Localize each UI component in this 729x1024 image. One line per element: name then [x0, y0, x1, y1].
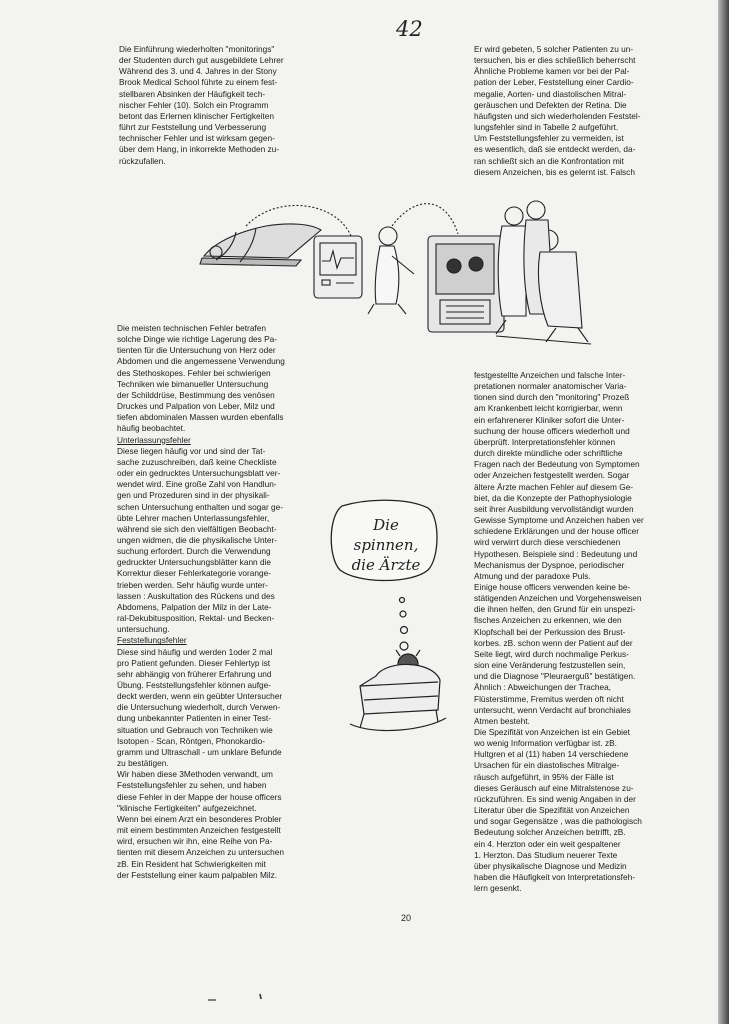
footer-page-number: 20: [401, 913, 412, 923]
text-line: pation der Leber, Feststellung einer Cardio-: [474, 77, 634, 88]
text-line: es wesentlich, daß sie entdeckt werden, da-: [474, 144, 636, 155]
text-line: ein 4. Herzton oder ein weit gespaltener: [474, 838, 621, 849]
text-line: über physikalische Diagnose und Medizin: [474, 860, 627, 871]
text-line: Während des 3. und 4. Jahres in der Stony: [119, 66, 277, 77]
text-line: untersucht, wenn Verdacht auf bronchiales: [474, 704, 631, 715]
text-line: nischer Fehler (10). Solch ein Programm: [119, 99, 269, 110]
text-line: übte Lehrer machen Unterlassungsfehler,: [117, 512, 270, 523]
text-line: tienten mit diesem Anzeichen zu untersuchen: [117, 847, 284, 858]
text-line: Wir haben diese 3Methoden verwandt, um: [117, 769, 273, 780]
text-line: Hypothesen. Beispiele sind : Bedeutung und: [474, 548, 638, 559]
text-line: ältere Ärzte machen Fehler auf diesem Ge-: [474, 481, 634, 492]
baby-in-cradle-drawing: [346, 590, 450, 742]
scan-marks: [200, 990, 280, 1004]
text-line: biet, da die Konzepte der Pathophysiologie: [474, 492, 632, 503]
text-line: und die Diagnose "Pleuraerguß" bestätigen.: [474, 671, 636, 682]
text-line: gramm und Ultraschall - um unklare Befunde: [117, 746, 282, 757]
text-line: seit ihrer Ausbildung vervollständigt wurden: [474, 503, 634, 514]
text-line: solche Dinge wie richtige Lagerung des Pa-: [117, 334, 278, 345]
text-line: Atmung und der paradoxe Puls.: [474, 570, 591, 581]
text-line: lassen : Auskultation des Rückens und des: [117, 590, 275, 601]
section-heading: Feststellungsfehler: [117, 635, 187, 646]
text-line: Die Spezifität von Anzeichen ist ein Gebiet: [474, 727, 630, 737]
text-line: zu bestätigen.: [117, 758, 169, 769]
text-line: Korrektur dieser Fehlerkategorie vorange-: [117, 568, 272, 579]
text-line: zB. Ein Resident hat Schwierigkeiten mit: [117, 858, 266, 869]
left-column-main-text: [117, 323, 339, 881]
text-line: geräuschen und Defekten der Retina. Die: [474, 99, 627, 110]
text-line: und sogar Gegensätze , was die pathologisch: [474, 816, 642, 827]
text-line: dung unbekannter Patienten in einer Test-: [117, 713, 271, 724]
text-line: häufigsten und sich wiederholenden Feststel-: [474, 110, 641, 121]
text-line: stellbaren Absinken der Häufigkeit tech-: [119, 88, 266, 99]
text-line: die ihnen helfen, den Grund für ein unspezi-: [474, 604, 636, 615]
text-line: mit einem bestimmten Anzeichen festgestellt: [117, 825, 281, 836]
text-line: häufig beobachtet.: [117, 423, 186, 434]
text-line: Abdomen und die angemessene Verwendung: [117, 356, 285, 367]
text-line: Ähnliche Probleme kamen vor bei der Pal-: [474, 66, 630, 77]
text-line: lungsfehler sind in Tabelle 2 aufgeführt.: [474, 122, 619, 133]
left-column-top-text: [119, 44, 343, 167]
section-heading: Unterlassungsfehler: [117, 434, 191, 445]
text-line: untersuchung.: [117, 624, 170, 635]
text-line: der Feststellung einer kaum palpablen Milz.: [117, 869, 278, 880]
text-line: während sie sich den vielfältigen Beobacht-: [117, 523, 277, 534]
text-line: des Stethoskopes. Fehler bei schwierigen: [117, 367, 271, 378]
text-line: ran schließt sich an die Konfrontation mit: [474, 155, 624, 166]
text-line: sion eine Veränderung festzustellen sein,: [474, 660, 626, 671]
text-line: diesem Anzeichen, bis es gelernt ist. Falsch: [474, 166, 635, 177]
text-line: Ursachen für ein diastolisches Mitralge-: [474, 760, 620, 771]
text-line: Isotopen - Scan, Röntgen, Phonokardio-: [117, 735, 266, 746]
text-line: stätigenden Anzeichen und Vorgehensweisen: [474, 593, 642, 604]
speech-bubble-line-1: Die spinnen,: [353, 516, 419, 554]
text-line: festgestellte Anzeichen und falsche Inter-: [474, 370, 626, 380]
text-line: Die meisten technischen Fehler betrafen: [117, 323, 266, 333]
handwritten-page-number: 42: [396, 17, 423, 41]
text-line: Diese sind häufig und werden 1oder 2 mal: [117, 646, 273, 657]
right-column-main-text: [474, 370, 712, 894]
text-line: haben die Häufigkeit von Interpretationsfeh-: [474, 872, 635, 883]
text-line: der Studenten durch gut ausgebildete Lehrer: [119, 55, 284, 66]
text-line: gen und Prozeduren sind in der physikali-: [117, 490, 270, 501]
text-line: Ähnlich : Abweichungen der Trachea,: [474, 682, 611, 693]
text-line: tersuchen, bis er dies schließlich beherrscht: [474, 55, 636, 66]
text-line: "klinische Fertigkeiten" aufgezeichnet.: [117, 802, 257, 813]
text-line: Bedeutung solcher Anzeichen betrifft, zB.: [474, 827, 626, 838]
text-line: 1. Herzton. Das Studium neuerer Texte: [474, 849, 618, 860]
text-line: wird, ersuchen wir ihn, eine Reihe von Pa-: [117, 836, 273, 847]
text-line: durch direkte mündliche oder schriftliche: [474, 448, 623, 459]
text-line: rückzufallen.: [119, 155, 166, 166]
text-line: tienten für die Untersuchung von Herz oder: [117, 345, 276, 356]
text-line: Klopfschall bei der Perkussion des Brust-: [474, 626, 626, 637]
text-line: Atmen besteht.: [474, 715, 530, 726]
text-line: tionen sind durch den "monitoring" Prozeß: [474, 392, 630, 403]
text-line: dieses Geräusch auf eine Mitralstenose zu-: [474, 782, 634, 793]
text-line: Die Einführung wiederholten "monitorings": [119, 44, 275, 54]
text-line: lern gesenkt.: [474, 883, 522, 894]
text-line: am Krankenbett leicht korrigierbar, wenn: [474, 403, 623, 414]
text-line: betont das Erlernen klinischer Fertigkeiten: [119, 110, 274, 121]
text-line: fisches Anzeichen zu erkennen, wie den: [474, 615, 622, 626]
text-line: Literatur über die Spezifität von Anzeichen: [474, 805, 630, 816]
text-line: suchung erfordert. Durch die Verwendung: [117, 546, 271, 557]
speech-bubble-line-2: die Ärzte: [351, 556, 421, 574]
text-line: Seite liegt, wird durch nochmalige Perkus-: [474, 648, 629, 659]
text-line: suchung der house officers wiederholt und: [474, 425, 630, 436]
speech-bubble-text: [341, 515, 431, 575]
text-line: Brook Medical School führte zu einem fest-: [119, 77, 278, 88]
text-line: oder Anzeichen festgestellt werden. Sogar: [474, 470, 630, 481]
text-line: gedruckter Untersuchungsblätter kann die: [117, 557, 272, 568]
text-line: sehr abhängig von früherer Erfahrung und: [117, 668, 272, 679]
text-line: korbes. zB. schon wenn der Patient auf der: [474, 637, 633, 648]
text-line: megalie, Aorten- und diastolischen Mitral-: [474, 88, 627, 99]
text-line: der Schilddrüse, Bestimmung des venösen: [117, 389, 275, 400]
text-line: Mechanismus der Dyspnoe, periodischer: [474, 559, 625, 570]
text-line: situation und Gebrauch von Techniken wie: [117, 724, 273, 735]
text-line: Fragen nach der Bedeutung von Symptomen: [474, 459, 640, 470]
text-line: Flüsterstimme, Fremitus werden oft nicht: [474, 693, 624, 704]
text-line: Übung. Feststellungsfehler können aufge-: [117, 680, 272, 690]
page-edge-shadow: [718, 0, 729, 1024]
text-line: Er wird gebeten, 5 solcher Patienten zu un-: [474, 44, 634, 54]
text-line: ein erfahrenerer Kliniker sofort die Unter-: [474, 414, 625, 425]
text-line: Techniken wie bimanueller Untersuchung: [117, 378, 269, 389]
text-line: Um Feststellungsfehler zu vermeiden, ist: [474, 133, 624, 144]
text-line: oder ein gedrucktes Untersuchungsblatt ver-: [117, 468, 281, 479]
text-line: die Untersuchung wiederholt, durch Verwen-: [117, 702, 281, 713]
text-line: rückzuführen. Es sind wenig Angaben in der: [474, 793, 636, 804]
text-line: schen Untersuchung enthalten und sogar ge-: [117, 501, 284, 512]
text-line: Abdomens, Palpation der Milz in der Late-: [117, 601, 272, 612]
text-line: Einige house officers verwenden keine be-: [474, 581, 631, 592]
text-line: technischer Fehler und ist wirksam gegen-: [119, 133, 275, 144]
text-line: überprüft. Interpretationsfehler können: [474, 436, 616, 447]
text-line: trieben werden. Sehr häufig wurde unter-: [117, 579, 268, 590]
text-line: wendet wird. Eine große Zahl von Handlun-: [117, 479, 277, 490]
text-line: deckt werden, wenn ein geübter Untersucher: [117, 691, 283, 702]
text-line: tiefen abdominalen Massen wurden ebenfalls: [117, 412, 284, 423]
text-line: Feststellungsfehler zu sehen, und haben: [117, 780, 267, 791]
text-line: pro Patient gefunden. Dieser Fehlertyp ist: [117, 657, 271, 668]
text-line: sache zuzuschreiben, daß keine Checkliste: [117, 456, 277, 467]
text-line: wo wenig Information verfügbar ist. zB.: [474, 738, 617, 749]
text-line: ungen widmen, die die physikalische Unter-: [117, 534, 278, 545]
text-line: räusch aufgeführt, in 95% der Fälle ist: [474, 771, 614, 782]
text-line: Diese liegen häufig vor und sind der Tat-: [117, 445, 266, 456]
text-line: wird verwirrt durch diese verschiedenen: [474, 537, 621, 548]
text-line: führt zur Feststellung und Verbesserung: [119, 122, 267, 133]
text-line: ral-Dekubitusposition, Rektal- und Becken-: [117, 613, 275, 624]
text-line: Druckes und Palpation von Leber, Milz und: [117, 401, 275, 412]
text-line: diese Fehler in der Mappe der house officers: [117, 791, 282, 802]
text-line: Gewisse Symptome und Anzeichen haben ver: [474, 515, 644, 526]
text-line: schiedene Erklärungen und der house officer: [474, 526, 639, 537]
text-line: pretationen normaler anatomischer Varia-: [474, 381, 627, 392]
text-line: über dem Hang, in inkorrekte Methoden zu-: [119, 144, 280, 155]
text-line: Hultgren et al (11) haben 14 verschiedene: [474, 749, 629, 760]
right-column-top-text: [474, 44, 712, 178]
text-line: Wenn bei einem Arzt ein besonderes Probler: [117, 813, 282, 824]
